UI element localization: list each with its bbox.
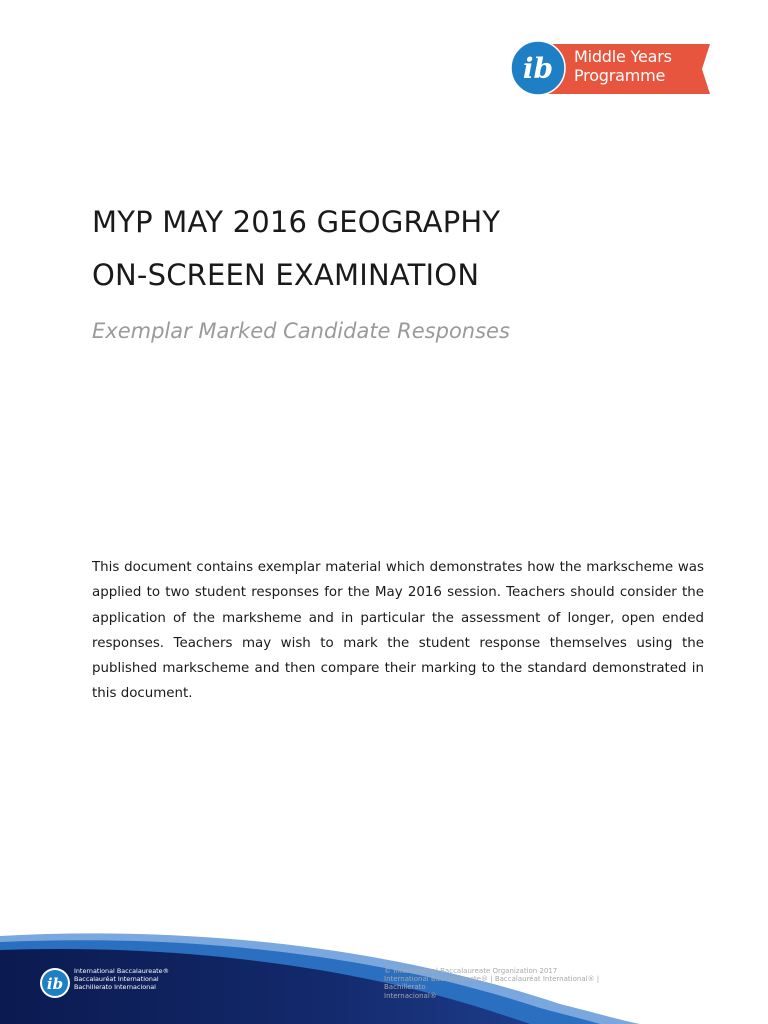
footer-logo-line1: International Baccalaureate® <box>74 967 169 975</box>
myp-logo <box>510 40 714 96</box>
footer-logo-text <box>74 967 169 991</box>
ib-mark-text: ib <box>522 52 554 85</box>
programme-name <box>574 47 710 85</box>
footer-ib-mark-text: ib <box>46 975 64 993</box>
title-line-1: MYP MAY 2016 GEOGRAPHY <box>92 205 501 239</box>
page-subtitle: Exemplar Marked Candidate Responses <box>92 319 510 343</box>
copyright-line2: International Baccalaureate® | Baccalauréat International® | Bachillerato <box>384 975 600 992</box>
page-title <box>92 196 500 302</box>
intro-paragraph: This document contains exemplar material which demonstrates how the markscheme was applied to two student responses for the May 2016 session. Teachers should consider the application of the marksheme and in particular the assessment of longer, open ended responses. Teachers may wish to mark the student response themselves using the published markscheme and then compare their marking to the standard demonstrated in this document. <box>92 560 704 702</box>
title-line-2: ON-SCREEN EXAMINATION <box>92 258 480 292</box>
copyright-line3: Internacional® <box>384 991 437 1000</box>
programme-name-line2: Programme <box>574 66 666 85</box>
copyright-line1: © International Baccalaureate Organization 2017 <box>384 967 558 975</box>
copyright-notice <box>384 967 634 1000</box>
footer-logo-line2: Baccalauréat International <box>74 975 159 983</box>
ib-footer-logo-icon <box>38 966 72 1000</box>
footer-ib-logo <box>38 966 208 1000</box>
programme-name-line1: Middle Years <box>574 47 672 66</box>
footer-logo-line3: Bachillerato Internacional <box>74 983 156 991</box>
